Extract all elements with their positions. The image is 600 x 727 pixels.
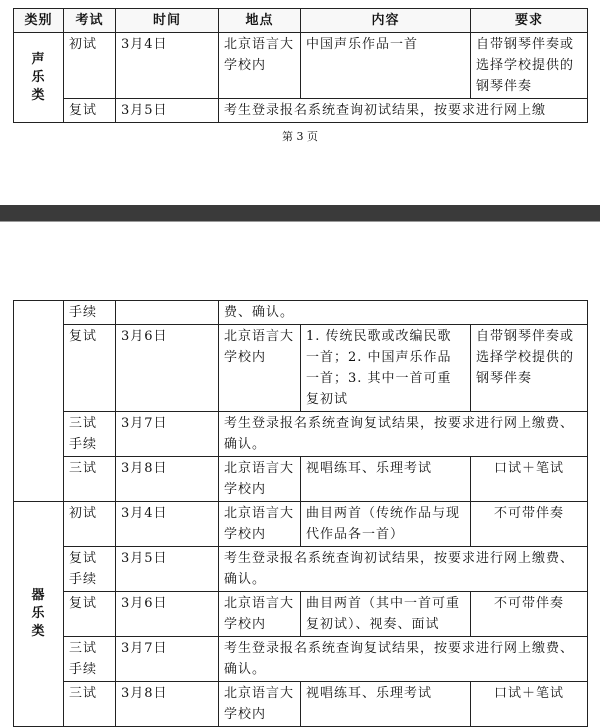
header-requirement: 要求	[471, 9, 588, 33]
merged-note-cell: 考生登录报名系统查询初试结果，按要求进行网上缴费、确认。	[219, 547, 588, 592]
table-row	[14, 682, 588, 727]
header-time: 时间	[116, 9, 219, 33]
time-cell: 3月7日	[116, 637, 219, 682]
category-cell	[14, 301, 64, 502]
category-cell: 声乐类	[14, 33, 64, 123]
exam-cell: 复试	[64, 325, 116, 412]
content-cell: 曲目两首（其中一首可重复初试）、视奏、面试	[301, 592, 471, 637]
table-row	[14, 412, 588, 457]
place-cell: 北京语言大学校内	[219, 592, 301, 637]
requirement-cell: 不可带伴奏	[471, 592, 588, 637]
content-cell: 曲目两首（传统作品与现代作品各一首）	[301, 502, 471, 547]
page-break-bar	[0, 205, 600, 221]
time-cell	[116, 301, 219, 325]
content-cell: 视唱练耳、乐理考试	[301, 457, 471, 502]
time-cell: 3月4日	[116, 502, 219, 547]
table-row	[14, 301, 588, 325]
exam-cell: 三试手续	[64, 412, 116, 457]
table-row	[14, 99, 588, 123]
merged-note-cell: 考生登录报名系统查询复试结果，按要求进行网上缴费、确认。	[219, 637, 588, 682]
time-cell: 3月5日	[116, 547, 219, 592]
requirement-cell: 口试＋笔试	[471, 457, 588, 502]
content-cell: 视唱练耳、乐理考试	[301, 682, 471, 727]
exam-cell: 手续	[64, 301, 116, 325]
page-break-line	[0, 221, 600, 222]
header-content: 内容	[301, 9, 471, 33]
header-place: 地点	[219, 9, 301, 33]
table-row	[14, 325, 588, 412]
exam-cell: 初试	[64, 33, 116, 99]
exam-cell: 三试	[64, 682, 116, 727]
time-cell: 3月7日	[116, 412, 219, 457]
merged-note-cell: 考生登录报名系统查询复试结果，按要求进行网上缴费、确认。	[219, 412, 588, 457]
content-cell: 中国声乐作品一首	[301, 33, 471, 99]
requirement-cell: 自带钢琴伴奏或选择学校提供的钢琴伴奏	[471, 325, 588, 412]
page-number: 第 3 页	[282, 130, 318, 143]
header-exam: 考试	[64, 9, 116, 33]
exam-cell: 复试手续	[64, 547, 116, 592]
place-cell: 北京语言大学校内	[219, 682, 301, 727]
place-cell: 北京语言大学校内	[219, 325, 301, 412]
requirement-cell: 自带钢琴伴奏或选择学校提供的钢琴伴奏	[471, 33, 588, 99]
exam-cell: 复试	[64, 592, 116, 637]
place-cell: 北京语言大学校内	[219, 502, 301, 547]
exam-cell: 三试手续	[64, 637, 116, 682]
exam-cell: 三试	[64, 457, 116, 502]
table-row	[14, 637, 588, 682]
category-cell: 器乐类	[14, 502, 64, 727]
time-cell: 3月6日	[116, 592, 219, 637]
time-cell: 3月5日	[116, 99, 219, 123]
table-row	[14, 502, 588, 547]
exam-cell: 复试	[64, 99, 116, 123]
table-header-row	[14, 9, 588, 33]
requirement-cell: 不可带伴奏	[471, 502, 588, 547]
time-cell: 3月8日	[116, 682, 219, 727]
exam-table-top	[13, 8, 588, 123]
time-cell: 3月6日	[116, 325, 219, 412]
table-row	[14, 457, 588, 502]
exam-table-bottom	[13, 300, 588, 727]
table-row	[14, 547, 588, 592]
place-cell: 北京语言大学校内	[219, 33, 301, 99]
time-cell: 3月8日	[116, 457, 219, 502]
requirement-cell: 口试＋笔试	[471, 682, 588, 727]
content-cell: 1. 传统民歌或改编民歌一首；2. 中国声乐作品一首；3. 其中一首可重复初试	[301, 325, 471, 412]
table-row	[14, 592, 588, 637]
merged-note-cell: 费、确认。	[219, 301, 588, 325]
header-category: 类别	[14, 9, 64, 33]
table-row	[14, 33, 588, 99]
time-cell: 3月4日	[116, 33, 219, 99]
place-cell: 北京语言大学校内	[219, 457, 301, 502]
exam-cell: 初试	[64, 502, 116, 547]
merged-note-cell: 考生登录报名系统查询初试结果，按要求进行网上缴	[219, 99, 588, 123]
